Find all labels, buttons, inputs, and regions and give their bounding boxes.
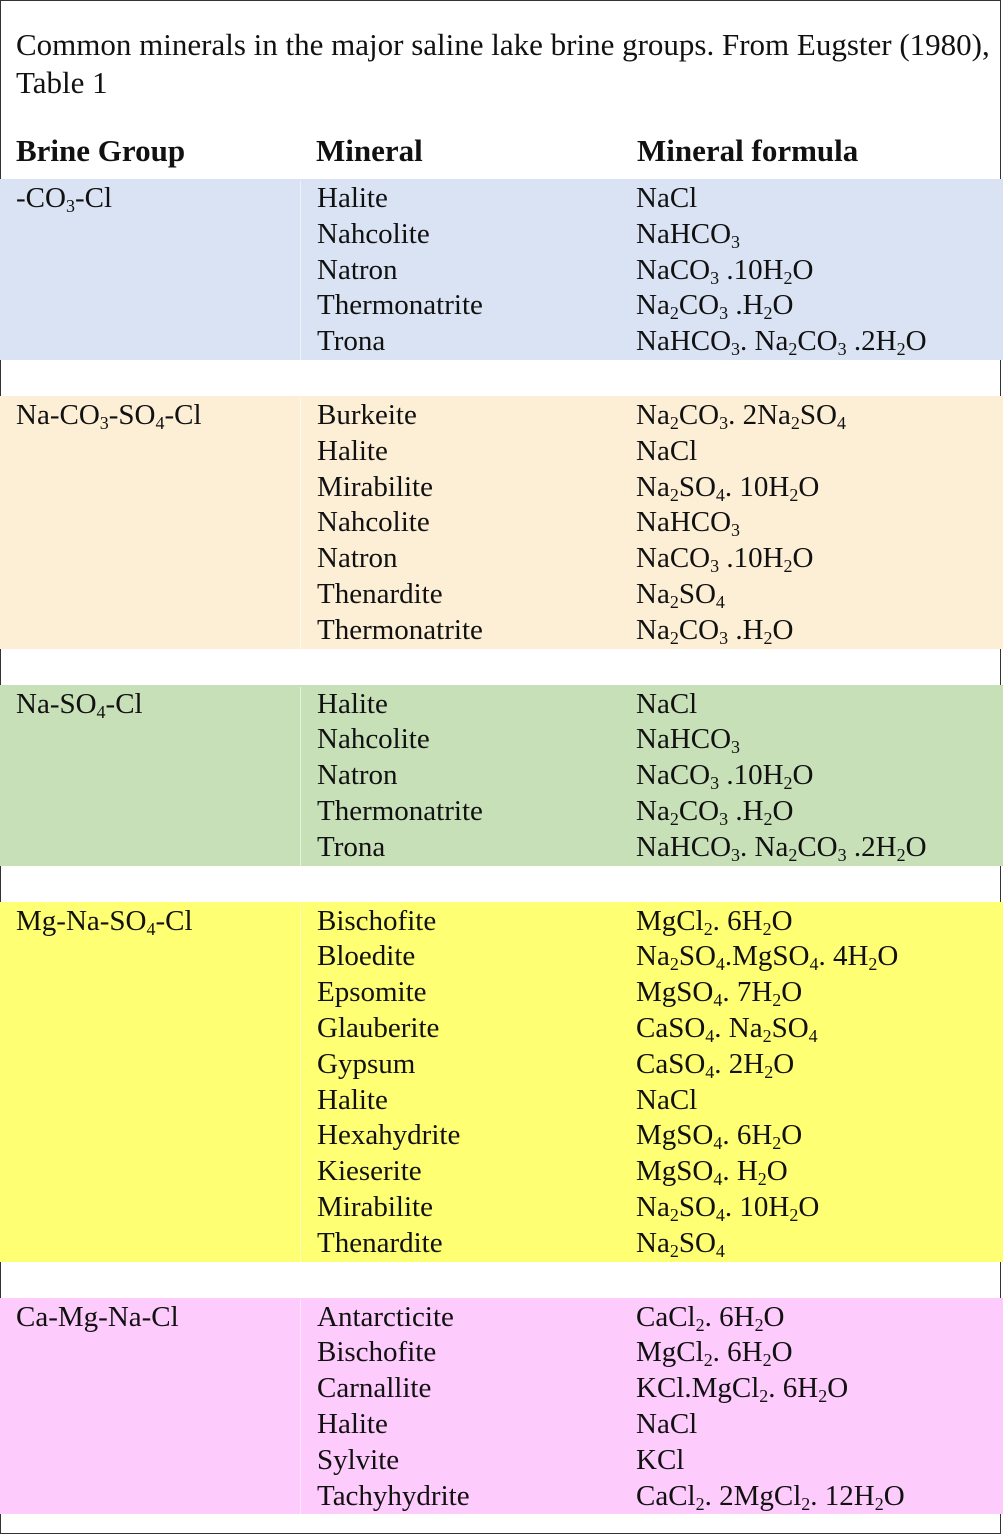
mineral-formula: NaCO$_3$ $.10H_2O$ [636,759,814,794]
brine-group-block [0,179,1003,360]
mineral-formula: CaCl$_2$. 2MgCl$_2$. $12H_2O$ [636,1479,905,1514]
mineral-name: Bischofite [317,1336,437,1369]
mineral-name: Halite [317,182,388,214]
mineral-name: Thermonatrite [317,794,483,827]
brine-group-name: $-CO_3-Cl$ [16,182,112,217]
mineral-formula: $Na_2SO_4$. $10H_2O$ [636,470,820,505]
mineral-name: Halite [317,687,388,720]
mineral-formula: KCl [636,1443,685,1476]
brine-group-name: $Na-SO_4-Cl$ [16,687,143,722]
brine-group-name: Ca-Mg-Na-Cl [16,1300,179,1333]
mineral-name: Bloedite [317,940,416,973]
mineral-name: Mirabilite [317,1190,433,1223]
mineral-formula: $Na_2CO_3$. $2Na_2SO_4$ [636,398,846,434]
mineral-formula: MgSO$_4$. $7H_2O$ [636,976,803,1011]
brine-group-block [0,1298,1003,1515]
mineral-formula: KCl.MgCl$_2$. $6H_2O$ [636,1372,849,1407]
mineral-formula: NaHCO$_3$ [636,217,741,252]
mineral-name: Nahcolite [317,723,430,756]
mineral-name: Natron [317,759,398,792]
mineral-formula: NaHCO$_3$. $Na_2CO_3$ $.2H_2O$ [636,830,927,865]
header-mineral-formula: Mineral formula [637,133,859,168]
mineral-name: Natron [317,542,398,575]
mineral-name: Antarcticite [317,1300,454,1333]
mineral-formula: NaCO$_3$ $.10H_2O$ [636,253,814,288]
header-brine-group: Brine Group [16,133,186,168]
brine-groups-table [0,179,1003,1514]
mineral-formula: NaCl [636,1407,698,1440]
mineral-name: Natron [317,253,398,286]
mineral-formula: NaCl [636,434,698,467]
mineral-formula: NaHCO$_3$ [636,506,741,541]
mineral-formula: $Na_2SO_4$. $10H_2O$ [636,1190,820,1225]
table-caption: Common minerals in the major saline lake brine groups. From Eugster (1980), Table 1 [16,27,990,100]
mineral-formula: CaCl$_2$. $6H_2O$ [636,1300,785,1335]
mineral-column [300,1300,620,1515]
header-mineral: Mineral [316,133,423,168]
mineral-formula: MgSO$_4$. $H_2O$ [636,1155,788,1190]
brine-group-name: $Mg-Na-SO_4-Cl$ [16,904,193,939]
mineral-formula: MgSO$_4$. $6H_2O$ [636,1119,803,1154]
mineral-name: Sylvite [317,1443,400,1476]
mineral-formula: CaSO$_4$. $Na_2SO_4$ [636,1011,818,1046]
formula-column [620,904,1003,1262]
mineral-name: Kieserite [317,1155,422,1188]
mineral-column [300,687,620,866]
mineral-formula: $Na_2SO_4.MgSO_4$. $4H_2O$ [636,940,899,975]
mineral-name: Mirabilite [317,470,433,503]
mineral-name: Thermonatrite [317,289,483,322]
brine-group-name: $Na-CO_3-SO_4-Cl$ [16,398,202,434]
brine-group-block [0,902,1003,1262]
formula-column [620,398,1003,649]
formula-column [620,181,1003,360]
mineral-name: Nahcolite [317,506,430,539]
mineral-name: Bischofite [317,904,437,937]
mineral-name: Thermonatrite [317,613,483,646]
formula-column [620,687,1003,866]
mineral-formula: $Na_2CO_3$ $.H_2O$ [636,289,794,324]
mineral-name: Nahcolite [317,217,430,250]
mineral-name: Epsomite [317,976,427,1009]
mineral-formula: NaCO$_3$ $.10H_2O$ [636,542,814,577]
mineral-name: Hexahydrite [317,1119,461,1152]
mineral-name: Burkeite [317,398,417,431]
mineral-formula: MgCl$_2$. $6H_2O$ [636,1336,793,1371]
mineral-formula: NaCl [636,1083,698,1116]
mineral-name: Carnallite [317,1372,432,1405]
mineral-column [300,904,620,1262]
mineral-formula: NaHCO$_3$. $Na_2CO_3$ $.2H_2O$ [636,325,927,360]
brine-group-block [0,396,1003,649]
mineral-name: Halite [317,434,388,467]
mineral-name: Tachyhydrite [317,1479,470,1512]
mineral-formula: NaCl [636,687,698,720]
mineral-name: Halite [317,1407,388,1440]
mineral-formula: NaHCO$_3$ [636,723,741,758]
mineral-name: Glauberite [317,1011,440,1044]
mineral-column [300,398,620,649]
mineral-name: Thenardite [317,577,443,610]
mineral-formula: $Na_2CO_3$ $.H_2O$ [636,613,794,648]
mineral-formula: $Na_2SO_4$ [636,1226,725,1261]
mineral-name: Halite [317,1083,388,1116]
mineral-formula: $Na_2CO_3$ $.H_2O$ [636,794,794,829]
mineral-name: Thenardite [317,1226,443,1259]
brine-group-block [0,685,1003,866]
mineral-formula: MgCl$_2$. $6H_2O$ [636,904,793,939]
mineral-formula: CaSO$_4$. $2H_2O$ [636,1047,795,1082]
mineral-name: Trona [317,325,386,358]
formula-column [620,1300,1003,1515]
mineral-formula: NaCl [636,182,698,214]
mineral-column [300,181,620,360]
mineral-name: Gypsum [317,1047,416,1080]
mineral-formula: $Na_2SO_4$ [636,577,725,612]
mineral-name: Trona [317,830,386,863]
